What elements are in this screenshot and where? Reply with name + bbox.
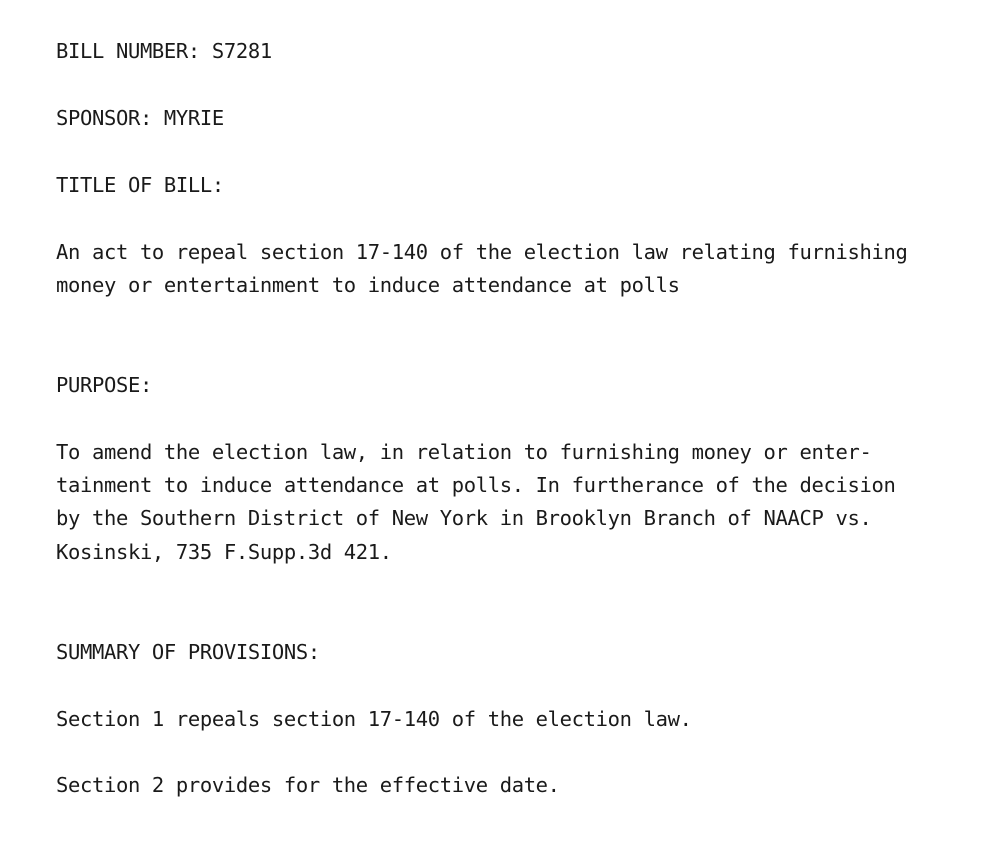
title-heading: TITLE OF BILL: (56, 173, 224, 197)
title-text-line-1: An act to repeal section 17-140 of the election law relating furnishing (56, 240, 908, 264)
bill-number: BILL NUMBER: S7281 (56, 39, 272, 63)
purpose-text-line-2: tainment to induce attendance at polls. In furtherance of the decision (56, 473, 896, 497)
sponsor: SPONSOR: MYRIE (56, 106, 224, 130)
summary-heading: SUMMARY OF PROVISIONS: (56, 640, 320, 664)
summary-section-1: Section 1 repeals section 17-140 of the election law. (56, 707, 692, 731)
purpose-text-line-1: To amend the election law, in relation to furnishing money or enter- (56, 440, 872, 464)
title-text-line-2: money or entertainment to induce attendance at polls (56, 273, 680, 297)
purpose-text-line-4: Kosinski, 735 F.Supp.3d 421. (56, 540, 392, 564)
summary-section-2: Section 2 provides for the effective date. (56, 773, 560, 797)
purpose-heading: PURPOSE: (56, 373, 152, 397)
purpose-text-line-3: by the Southern District of New York in Brooklyn Branch of NAACP vs. (56, 506, 872, 530)
